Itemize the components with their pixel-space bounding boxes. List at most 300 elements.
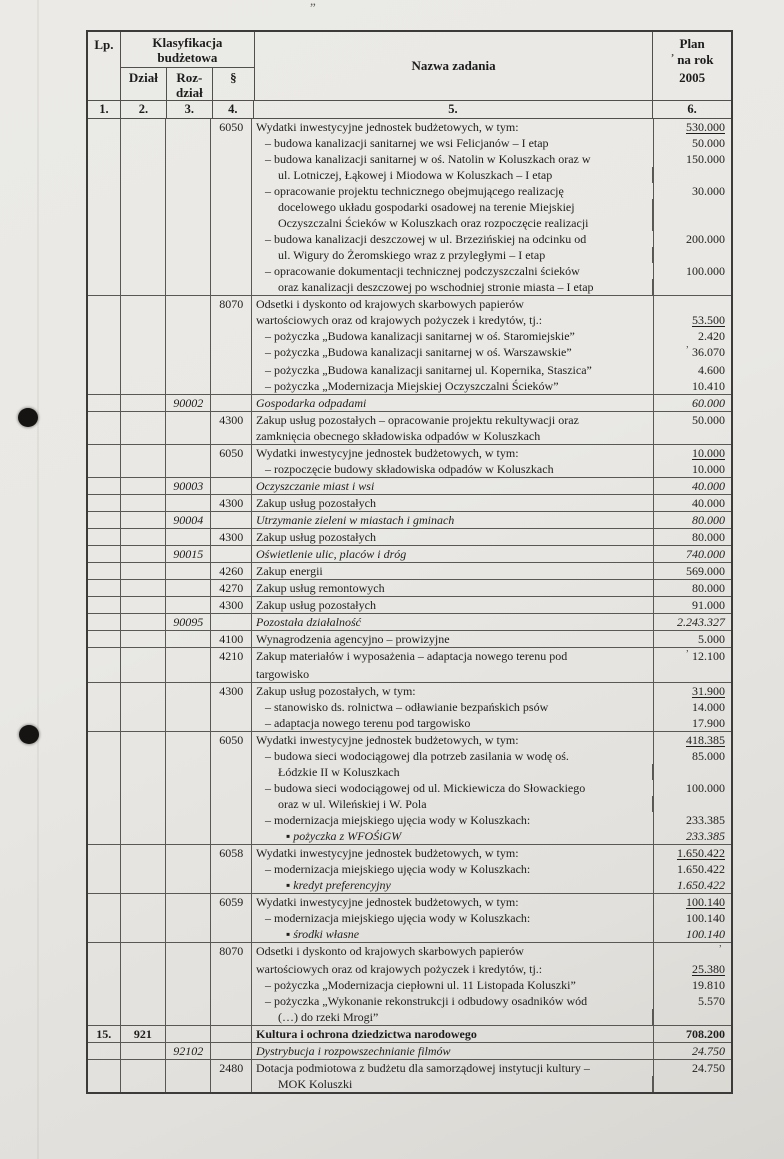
plan-value: 100.140 xyxy=(685,911,725,925)
table-row xyxy=(88,412,731,445)
task-line xyxy=(252,812,731,828)
task-text: Odsetki i dyskonto od krajowych skarbowych papierów xyxy=(255,297,524,311)
task-text: Zakup energii xyxy=(255,564,323,578)
lp-cell xyxy=(88,563,121,579)
plan-cell xyxy=(653,428,731,444)
row-content xyxy=(252,1043,731,1059)
row-content xyxy=(252,563,731,579)
task-line xyxy=(252,362,731,378)
plan-cell xyxy=(653,312,731,328)
plan-cell xyxy=(653,812,731,828)
plan-cell xyxy=(653,344,731,362)
plan-value: 80.000 xyxy=(691,530,725,544)
dzial-cell xyxy=(121,563,166,579)
task-text: Zakup usług pozostałych xyxy=(255,598,376,612)
dzial-cell xyxy=(121,683,166,731)
plan-value: 17.900 xyxy=(691,716,725,730)
lp-cell: 15. xyxy=(88,1026,121,1042)
task-line xyxy=(252,1043,731,1059)
table-row xyxy=(88,495,731,512)
task-line xyxy=(252,183,731,199)
scan-artifact-tick: ’ xyxy=(718,944,722,955)
paragraf-cell xyxy=(211,395,252,411)
table-row xyxy=(88,683,731,732)
plan-value: 91.000 xyxy=(691,598,725,612)
task-text: – budowa sieci wodociągowej dla potrzeb zasilania w wodę oś. xyxy=(264,749,569,763)
task-line xyxy=(252,943,731,961)
task-text: (…) do rzeki Mrogi” xyxy=(252,1009,653,1025)
rozdzial-cell xyxy=(166,529,211,545)
task-line xyxy=(252,1009,731,1025)
task-text: Kultura i ochrona dziedzictwa narodowego xyxy=(255,1027,477,1041)
task-text: – stanowisko ds. rolnictwa – odławianie bezpańskich psów xyxy=(264,700,549,714)
lp-cell xyxy=(88,1060,121,1092)
task-line xyxy=(252,312,731,328)
plan-value: 80.000 xyxy=(691,581,725,595)
table-row xyxy=(88,119,731,296)
table-row xyxy=(88,894,731,943)
task-text: Wydatki inwestycyjne jednostek budżetowych, w tym: xyxy=(255,846,519,860)
plan-value: 569.000 xyxy=(685,564,725,578)
task-line xyxy=(252,993,731,1009)
task-line xyxy=(252,683,731,699)
column-number-row xyxy=(88,101,731,119)
task-text: Zakup usług pozostałych, w tym: xyxy=(255,684,416,698)
paragraf-cell: 6058 xyxy=(211,845,252,893)
plan-cell xyxy=(653,961,731,977)
dzial-cell xyxy=(121,631,166,647)
plan-cell xyxy=(653,167,731,183)
task-text: Oczyszczanie miast i wsi xyxy=(255,479,375,493)
row-content xyxy=(252,631,731,647)
task-text: zamknięcia obecnego składowiska odpadów w Koluszkach xyxy=(255,429,541,443)
task-text: – pożyczka „Modernizacja Miejskiej Oczyszczalni Ścieków” xyxy=(264,379,559,393)
paragraf-cell xyxy=(211,614,252,630)
task-line xyxy=(252,412,731,428)
rozdzial-cell xyxy=(166,580,211,596)
rozdzial-cell: 92102 xyxy=(166,1043,211,1059)
task-line xyxy=(252,597,731,613)
task-line xyxy=(252,1026,731,1042)
plan-value: 24.750 xyxy=(691,1044,725,1058)
task-text: Gospodarka odpadami xyxy=(255,396,367,410)
task-text: – budowa kanalizacji deszczowej w ul. Brzezińskiej na odcinku od xyxy=(264,232,587,246)
task-line xyxy=(252,796,731,812)
plan-cell xyxy=(653,263,731,279)
lp-cell xyxy=(88,395,121,411)
plan-value: 233.385 xyxy=(685,829,725,843)
rozdzial-cell: 90002 xyxy=(166,395,211,411)
row-content xyxy=(252,1060,731,1092)
row-content xyxy=(252,683,731,731)
rozdzial-cell xyxy=(166,412,211,444)
task-line xyxy=(252,344,731,362)
task-text: Wydatki inwestycyjne jednostek budżetowych, w tym: xyxy=(255,120,519,134)
plan-value: 10.410 xyxy=(691,379,725,393)
plan-value: 80.000 xyxy=(691,513,725,527)
paragraf-cell: 8070 xyxy=(211,296,252,394)
plan-cell xyxy=(653,764,731,780)
plan-cell xyxy=(653,529,731,545)
paper-crease xyxy=(37,0,39,1159)
plan-value: 150.000 xyxy=(685,152,725,166)
task-line xyxy=(252,478,731,494)
row-content xyxy=(252,614,731,630)
plan-cell xyxy=(653,993,731,1009)
task-text: wartościowych oraz od krajowych pożyczek i kredytów, tj.: xyxy=(255,962,543,976)
paragraf-cell xyxy=(211,546,252,562)
plan-cell xyxy=(653,1026,731,1042)
rozdzial-cell xyxy=(166,445,211,477)
dzial-cell xyxy=(121,648,166,682)
dzial-cell xyxy=(121,614,166,630)
header-klasyfikacja: Klasyfikacja budżetowa xyxy=(121,32,254,68)
plan-value: 53.500 xyxy=(691,313,725,327)
plan-cell xyxy=(653,445,731,461)
plan-value: 100.140 xyxy=(685,895,725,909)
task-line xyxy=(252,199,731,215)
header-plan: Plan ’ na rok 2005 xyxy=(670,36,714,85)
plan-value: 25.380 xyxy=(691,962,725,976)
lp-cell xyxy=(88,597,121,613)
hole-punch-top xyxy=(18,408,38,427)
task-text: Zakup usług pozostałych – opracowanie projektu rekultywacji oraz xyxy=(255,413,579,427)
lp-cell xyxy=(88,1043,121,1059)
plan-value: 5.570 xyxy=(697,994,725,1008)
header-rozdzial: Roz- dział xyxy=(167,68,213,100)
row-content xyxy=(252,296,731,394)
row-content xyxy=(252,597,731,613)
table-row xyxy=(88,845,731,894)
task-line xyxy=(252,512,731,528)
plan-cell xyxy=(653,135,731,151)
rozdzial-cell xyxy=(166,119,211,295)
col-num-3: 3. xyxy=(167,101,213,118)
lp-cell xyxy=(88,943,121,1025)
row-content xyxy=(252,512,731,528)
table-row xyxy=(88,614,731,631)
task-line xyxy=(252,378,731,394)
task-line xyxy=(252,666,731,682)
dzial-cell xyxy=(121,395,166,411)
table-header xyxy=(88,32,731,101)
plan-value: 2.243.327 xyxy=(676,615,725,629)
task-line xyxy=(252,828,731,844)
task-text: Zakup usług pozostałych xyxy=(255,496,376,510)
row-content xyxy=(252,943,731,1025)
task-line xyxy=(252,1076,731,1092)
table-row xyxy=(88,546,731,563)
table-row xyxy=(88,563,731,580)
task-line xyxy=(252,461,731,477)
task-text: – modernizacja miejskiego ujęcia wody w Koluszkach: xyxy=(264,911,531,925)
table-row xyxy=(88,1026,731,1043)
plan-value: 5.000 xyxy=(697,632,725,646)
plan-cell xyxy=(653,780,731,796)
dzial-cell xyxy=(121,732,166,844)
task-line xyxy=(252,926,731,942)
paragraf-cell: 6050 xyxy=(211,445,252,477)
plan-value: 200.000 xyxy=(685,232,725,246)
task-text: – budowa kanalizacji sanitarnej we wsi Felicjanów – I etap xyxy=(264,136,549,150)
row-content xyxy=(252,119,731,295)
dzial-cell xyxy=(121,478,166,494)
task-line xyxy=(252,715,731,731)
scan-artifact-mark: ” xyxy=(310,0,316,15)
paragraf-cell xyxy=(211,478,252,494)
col-num-2: 2. xyxy=(121,101,167,118)
plan-cell xyxy=(653,683,731,699)
col-num-5: 5. xyxy=(254,101,653,118)
plan-cell xyxy=(653,845,731,861)
plan-value: 530.000 xyxy=(685,120,725,134)
plan-value: 100.140 xyxy=(685,927,725,941)
lp-cell xyxy=(88,119,121,295)
plan-value: 10.000 xyxy=(691,446,725,460)
plan-value: 1.650.422 xyxy=(676,862,725,876)
plan-cell xyxy=(653,894,731,910)
task-line xyxy=(252,961,731,977)
task-line xyxy=(252,563,731,579)
task-text: Oświetlenie ulic, placów i dróg xyxy=(255,547,407,561)
lp-cell xyxy=(88,580,121,596)
paragraf-cell: 6050 xyxy=(211,119,252,295)
lp-cell xyxy=(88,478,121,494)
task-text: Zakup usług pozostałych xyxy=(255,530,376,544)
plan-value: 60.000 xyxy=(691,396,725,410)
rozdzial-cell xyxy=(166,597,211,613)
task-text: ▪ kredyt preferencyjny xyxy=(285,878,391,892)
plan-value: 12.100 xyxy=(691,649,725,663)
plan-cell xyxy=(653,378,731,394)
lp-cell xyxy=(88,614,121,630)
task-line xyxy=(252,861,731,877)
lp-cell xyxy=(88,495,121,511)
paragraf-cell: 4270 xyxy=(211,580,252,596)
table-row xyxy=(88,943,731,1026)
dzial-cell xyxy=(121,495,166,511)
task-text: – pożyczka „Modernizacja ciepłowni ul. 11 Listopada Koluszki” xyxy=(264,978,576,992)
plan-cell xyxy=(653,231,731,247)
task-text: oraz kanalizacji deszczowej po wschodniej stronie miasta – I etap xyxy=(252,279,653,295)
task-line xyxy=(252,877,731,893)
task-text: – pożyczka „Wykonanie rekonstrukcji i odbudowy osadników wód xyxy=(264,994,588,1008)
task-line xyxy=(252,546,731,562)
plan-value: 85.000 xyxy=(691,749,725,763)
header-klasyfikacja-group xyxy=(121,32,255,100)
paragraf-cell: 8070 xyxy=(211,943,252,1025)
plan-cell xyxy=(653,151,731,167)
plan-value: 50.000 xyxy=(691,413,725,427)
plan-cell xyxy=(653,183,731,199)
task-text: – budowa kanalizacji sanitarnej w oś. Natolin w Koluszkach oraz w xyxy=(264,152,591,166)
header-nazwa-zadania: Nazwa zadania xyxy=(255,32,653,100)
task-line xyxy=(252,910,731,926)
table-row xyxy=(88,631,731,648)
paragraf-cell xyxy=(211,512,252,528)
task-text: – rozpoczęcie budowy składowiska odpadów w Koluszkach xyxy=(264,462,554,476)
plan-value: 14.000 xyxy=(691,700,725,714)
plan-cell xyxy=(653,412,731,428)
col-num-1: 1. xyxy=(88,101,121,118)
rozdzial-cell xyxy=(166,732,211,844)
row-content xyxy=(252,495,731,511)
task-text: Odsetki i dyskonto od krajowych skarbowych papierów xyxy=(255,944,524,958)
paragraf-cell: 4300 xyxy=(211,597,252,613)
row-content xyxy=(252,445,731,477)
plan-value: 418.385 xyxy=(685,733,725,747)
task-text: – pożyczka „Budowa kanalizacji sanitarnej ul. Kopernika, Staszica” xyxy=(264,363,592,377)
task-text: – pożyczka „Budowa kanalizacji sanitarnej w oś. Staromiejskie” xyxy=(264,329,575,343)
task-line xyxy=(252,328,731,344)
task-line xyxy=(252,151,731,167)
table-row xyxy=(88,478,731,495)
dzial-cell xyxy=(121,412,166,444)
task-line xyxy=(252,135,731,151)
lp-cell xyxy=(88,412,121,444)
plan-cell xyxy=(653,296,731,312)
rozdzial-cell xyxy=(166,1026,211,1042)
task-line xyxy=(252,529,731,545)
task-text: – budowa sieci wodociągowej od ul. Mickiewicza do Słowackiego xyxy=(264,781,586,795)
row-content xyxy=(252,478,731,494)
row-content xyxy=(252,894,731,942)
plan-cell xyxy=(653,199,731,215)
rozdzial-cell xyxy=(166,943,211,1025)
dzial-cell xyxy=(121,597,166,613)
task-line xyxy=(252,894,731,910)
plan-value: 740.000 xyxy=(685,547,725,561)
plan-value: 40.000 xyxy=(691,479,725,493)
task-text: oraz w ul. Wileńskiej i W. Pola xyxy=(252,796,653,812)
plan-cell xyxy=(653,732,731,748)
plan-cell xyxy=(653,1009,731,1025)
plan-cell xyxy=(653,828,731,844)
task-text: targowisko xyxy=(255,667,310,681)
dzial-cell xyxy=(121,512,166,528)
rozdzial-cell: 90095 xyxy=(166,614,211,630)
paragraf-cell: 4300 xyxy=(211,412,252,444)
row-content xyxy=(252,845,731,893)
task-text: ▪ środki własne xyxy=(285,927,360,941)
plan-cell xyxy=(653,279,731,295)
lp-cell xyxy=(88,894,121,942)
rozdzial-cell: 90015 xyxy=(166,546,211,562)
row-content xyxy=(252,529,731,545)
paragraf-cell: 4300 xyxy=(211,529,252,545)
plan-cell xyxy=(653,796,731,812)
plan-value: 233.385 xyxy=(685,813,725,827)
task-text: Łódzkie II w Koluszkach xyxy=(252,764,653,780)
paragraf-cell: 4210 xyxy=(211,648,252,682)
rozdzial-cell xyxy=(166,894,211,942)
row-content xyxy=(252,395,731,411)
plan-cell xyxy=(653,328,731,344)
plan-cell xyxy=(653,977,731,993)
task-text: – opracowanie dokumentacji technicznej podczyszczalni ścieków xyxy=(264,264,580,278)
table-row xyxy=(88,512,731,529)
plan-value: 10.000 xyxy=(691,462,725,476)
task-text: – adaptacja nowego terenu pod targowisko xyxy=(264,716,471,730)
task-line xyxy=(252,495,731,511)
dzial-cell xyxy=(121,580,166,596)
task-text: ul. Lotniczej, Łąkowej i Miodowa w Koluszkach – I etap xyxy=(252,167,653,183)
paragraf-cell: 4300 xyxy=(211,495,252,511)
lp-cell xyxy=(88,445,121,477)
task-text: Wynagrodzenia agencyjno – prowizyjne xyxy=(255,632,450,646)
plan-cell xyxy=(653,748,731,764)
lp-cell xyxy=(88,683,121,731)
plan-value: 19.810 xyxy=(691,978,725,992)
task-text: ▪ pożyczka z WFOŚiGW xyxy=(285,829,402,843)
task-text: Wydatki inwestycyjne jednostek budżetowych, w tym: xyxy=(255,733,519,747)
plan-cell xyxy=(653,648,731,666)
paragraf-cell: 6059 xyxy=(211,894,252,942)
table-row xyxy=(88,395,731,412)
task-text: – modernizacja miejskiego ujęcia wody w Koluszkach: xyxy=(264,862,531,876)
row-content xyxy=(252,412,731,444)
task-line xyxy=(252,263,731,279)
task-line xyxy=(252,445,731,461)
task-line xyxy=(252,231,731,247)
row-content xyxy=(252,546,731,562)
lp-cell xyxy=(88,648,121,682)
paragraf-cell: 2480 xyxy=(211,1060,252,1092)
budget-table xyxy=(86,30,733,1094)
table-row xyxy=(88,1043,731,1060)
task-text: MOK Koluszki xyxy=(252,1076,653,1092)
task-text: ul. Wigury do Żeromskiego wraz z przyległymi – I etap xyxy=(252,247,653,263)
hole-punch-bottom xyxy=(19,725,39,744)
table-row xyxy=(88,445,731,478)
paragraf-cell: 6050 xyxy=(211,732,252,844)
lp-cell xyxy=(88,732,121,844)
task-text: – opracowanie projektu technicznego obejmującego realizację xyxy=(264,184,564,198)
table-body xyxy=(88,119,731,1092)
row-content xyxy=(252,648,731,682)
task-line xyxy=(252,699,731,715)
task-line xyxy=(252,631,731,647)
row-content xyxy=(252,580,731,596)
rozdzial-cell xyxy=(166,845,211,893)
plan-cell xyxy=(653,715,731,731)
dzial-cell xyxy=(121,943,166,1025)
task-line xyxy=(252,977,731,993)
plan-cell xyxy=(653,1060,731,1076)
plan-cell xyxy=(653,631,731,647)
plan-cell xyxy=(653,119,731,135)
plan-value: 1.650.422 xyxy=(676,846,725,860)
rozdzial-cell xyxy=(166,296,211,394)
task-line xyxy=(252,732,731,748)
plan-cell xyxy=(653,943,731,961)
scan-artifact-tick: ’ xyxy=(670,53,675,64)
rozdzial-cell xyxy=(166,631,211,647)
task-line xyxy=(252,748,731,764)
plan-cell xyxy=(653,563,731,579)
rozdzial-cell xyxy=(166,648,211,682)
task-line xyxy=(252,428,731,444)
plan-cell xyxy=(653,247,731,263)
task-text: Wydatki inwestycyjne jednostek budżetowych, w tym: xyxy=(255,895,519,909)
plan-value: 100.000 xyxy=(685,781,725,795)
dzial-cell xyxy=(121,1043,166,1059)
row-content xyxy=(252,732,731,844)
plan-value: 40.000 xyxy=(691,496,725,510)
plan-cell xyxy=(653,461,731,477)
scan-artifact-tick: ’ xyxy=(685,345,689,356)
lp-cell xyxy=(88,529,121,545)
